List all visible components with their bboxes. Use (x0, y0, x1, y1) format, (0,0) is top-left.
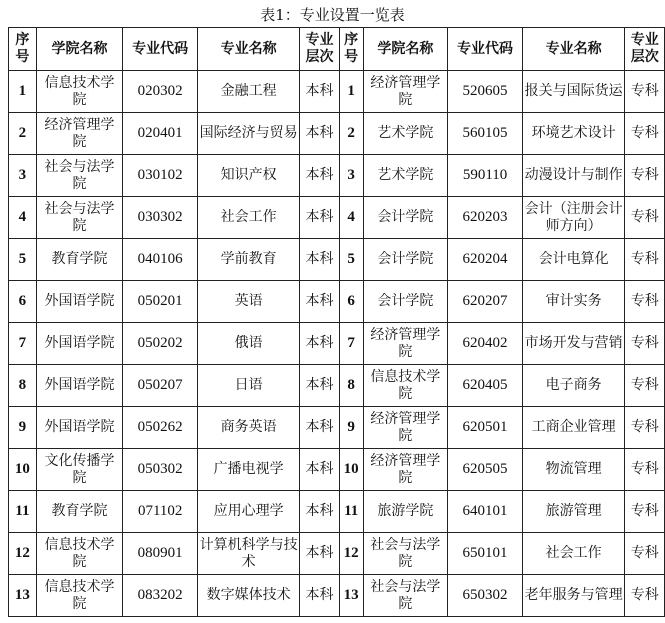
table-caption: 表1：专业设置一览表 (260, 6, 405, 24)
table-row (9, 533, 665, 575)
header-college: 学院名称 (363, 28, 448, 71)
cell-major: 金融工程 (198, 71, 300, 113)
cell-level: 专科 (625, 239, 665, 281)
cell-seq: 12 (339, 533, 363, 575)
major-table (8, 27, 665, 617)
header-level: 专业层次 (300, 28, 340, 71)
cell-college: 会计学院 (363, 197, 448, 239)
cell-level: 本科 (300, 491, 340, 533)
cell-college: 文化传播学院 (36, 449, 123, 491)
cell-code: 040106 (123, 239, 198, 281)
cell-major: 俄语 (198, 323, 300, 365)
cell-level: 本科 (300, 113, 340, 155)
cell-code: 620505 (448, 449, 523, 491)
cell-code: 620501 (448, 407, 523, 449)
cell-level: 专科 (625, 323, 665, 365)
cell-college: 外国语学院 (36, 323, 123, 365)
cell-college: 教育学院 (36, 239, 123, 281)
cell-code: 030102 (123, 155, 198, 197)
cell-seq: 12 (9, 533, 37, 575)
cell-code: 050201 (123, 281, 198, 323)
cell-code: 620405 (448, 365, 523, 407)
cell-seq: 4 (9, 197, 37, 239)
header-code: 专业代码 (448, 28, 523, 71)
cell-college: 经济管理学院 (36, 113, 123, 155)
table-row (9, 323, 665, 365)
cell-major: 社会工作 (198, 197, 300, 239)
table-row (9, 281, 665, 323)
cell-college: 社会与法学院 (363, 533, 448, 575)
cell-major: 知识产权 (198, 155, 300, 197)
cell-code: 620402 (448, 323, 523, 365)
cell-seq: 2 (339, 113, 363, 155)
cell-college: 教育学院 (36, 491, 123, 533)
cell-seq: 11 (339, 491, 363, 533)
cell-college: 经济管理学院 (363, 323, 448, 365)
cell-seq: 7 (9, 323, 37, 365)
cell-major: 报关与国际货运 (522, 71, 624, 113)
header-seq: 序号 (9, 28, 37, 71)
table-row (9, 113, 665, 155)
table-row (9, 407, 665, 449)
cell-code: 050302 (123, 449, 198, 491)
cell-seq: 8 (339, 365, 363, 407)
cell-seq: 7 (339, 323, 363, 365)
cell-major: 市场开发与营销 (522, 323, 624, 365)
cell-level: 专科 (625, 449, 665, 491)
cell-seq: 13 (339, 575, 363, 617)
cell-college: 会计学院 (363, 281, 448, 323)
header-major: 专业名称 (198, 28, 300, 71)
cell-major: 工商企业管理 (522, 407, 624, 449)
cell-seq: 11 (9, 491, 37, 533)
cell-code: 560105 (448, 113, 523, 155)
cell-code: 620204 (448, 239, 523, 281)
cell-level: 本科 (300, 197, 340, 239)
cell-seq: 10 (9, 449, 37, 491)
cell-college: 外国语学院 (36, 281, 123, 323)
cell-code: 650101 (448, 533, 523, 575)
cell-college: 外国语学院 (36, 365, 123, 407)
table-row (9, 239, 665, 281)
cell-level: 本科 (300, 449, 340, 491)
cell-level: 专科 (625, 575, 665, 617)
cell-code: 083202 (123, 575, 198, 617)
cell-code: 030302 (123, 197, 198, 239)
header-level: 专业层次 (625, 28, 665, 71)
cell-seq: 1 (9, 71, 37, 113)
cell-code: 020401 (123, 113, 198, 155)
cell-college: 社会与法学院 (36, 197, 123, 239)
cell-level: 专科 (625, 281, 665, 323)
cell-level: 专科 (625, 407, 665, 449)
cell-code: 050207 (123, 365, 198, 407)
cell-level: 专科 (625, 155, 665, 197)
cell-seq: 1 (339, 71, 363, 113)
cell-seq: 13 (9, 575, 37, 617)
cell-college: 经济管理学院 (363, 449, 448, 491)
cell-seq: 3 (339, 155, 363, 197)
cell-major: 英语 (198, 281, 300, 323)
cell-seq: 9 (9, 407, 37, 449)
cell-college: 信息技术学院 (363, 365, 448, 407)
cell-major: 会计电算化 (522, 239, 624, 281)
cell-major: 环境艺术设计 (522, 113, 624, 155)
cell-major: 国际经济与贸易 (198, 113, 300, 155)
cell-level: 专科 (625, 71, 665, 113)
cell-code: 620203 (448, 197, 523, 239)
cell-major: 动漫设计与制作 (522, 155, 624, 197)
cell-major: 物流管理 (522, 449, 624, 491)
cell-seq: 4 (339, 197, 363, 239)
cell-code: 071102 (123, 491, 198, 533)
cell-major: 广播电视学 (198, 449, 300, 491)
cell-seq: 9 (339, 407, 363, 449)
cell-code: 050262 (123, 407, 198, 449)
cell-college: 信息技术学院 (36, 575, 123, 617)
cell-seq: 8 (9, 365, 37, 407)
cell-major: 计算机科学与技术 (198, 533, 300, 575)
cell-seq: 10 (339, 449, 363, 491)
cell-major: 应用心理学 (198, 491, 300, 533)
cell-level: 本科 (300, 239, 340, 281)
cell-major: 电子商务 (522, 365, 624, 407)
cell-major: 商务英语 (198, 407, 300, 449)
cell-level: 本科 (300, 323, 340, 365)
cell-seq: 3 (9, 155, 37, 197)
cell-code: 640101 (448, 491, 523, 533)
cell-level: 本科 (300, 407, 340, 449)
cell-seq: 5 (339, 239, 363, 281)
table-row (9, 575, 665, 617)
cell-level: 专科 (625, 533, 665, 575)
table-row (9, 449, 665, 491)
table-row (9, 155, 665, 197)
cell-level: 专科 (625, 365, 665, 407)
cell-college: 社会与法学院 (36, 155, 123, 197)
cell-code: 050202 (123, 323, 198, 365)
cell-code: 080901 (123, 533, 198, 575)
cell-college: 艺术学院 (363, 155, 448, 197)
cell-code: 620207 (448, 281, 523, 323)
cell-level: 本科 (300, 155, 340, 197)
cell-college: 会计学院 (363, 239, 448, 281)
cell-seq: 6 (9, 281, 37, 323)
table-row (9, 197, 665, 239)
cell-seq: 6 (339, 281, 363, 323)
table-row (9, 491, 665, 533)
header-seq: 序号 (339, 28, 363, 71)
cell-major: 社会工作 (522, 533, 624, 575)
cell-major: 旅游管理 (522, 491, 624, 533)
table-row (9, 71, 665, 113)
cell-major: 数字媒体技术 (198, 575, 300, 617)
cell-code: 590110 (448, 155, 523, 197)
cell-level: 本科 (300, 575, 340, 617)
cell-code: 520605 (448, 71, 523, 113)
cell-code: 020302 (123, 71, 198, 113)
cell-level: 专科 (625, 491, 665, 533)
cell-college: 艺术学院 (363, 113, 448, 155)
cell-college: 外国语学院 (36, 407, 123, 449)
cell-college: 信息技术学院 (36, 71, 123, 113)
cell-college: 社会与法学院 (363, 575, 448, 617)
cell-college: 信息技术学院 (36, 533, 123, 575)
cell-level: 本科 (300, 71, 340, 113)
header-code: 专业代码 (123, 28, 198, 71)
cell-level: 本科 (300, 533, 340, 575)
cell-major: 老年服务与管理 (522, 575, 624, 617)
table-row (9, 365, 665, 407)
cell-college: 旅游学院 (363, 491, 448, 533)
cell-level: 专科 (625, 197, 665, 239)
header-major: 专业名称 (522, 28, 624, 71)
cell-level: 本科 (300, 365, 340, 407)
cell-major: 学前教育 (198, 239, 300, 281)
cell-seq: 2 (9, 113, 37, 155)
cell-level: 专科 (625, 113, 665, 155)
header-college: 学院名称 (36, 28, 123, 71)
cell-level: 本科 (300, 281, 340, 323)
cell-college: 经济管理学院 (363, 407, 448, 449)
cell-seq: 5 (9, 239, 37, 281)
cell-major: 日语 (198, 365, 300, 407)
cell-college: 经济管理学院 (363, 71, 448, 113)
cell-major: 会计（注册会计师方向） (522, 197, 624, 239)
header-row (9, 28, 665, 71)
cell-major: 审计实务 (522, 281, 624, 323)
cell-code: 650302 (448, 575, 523, 617)
